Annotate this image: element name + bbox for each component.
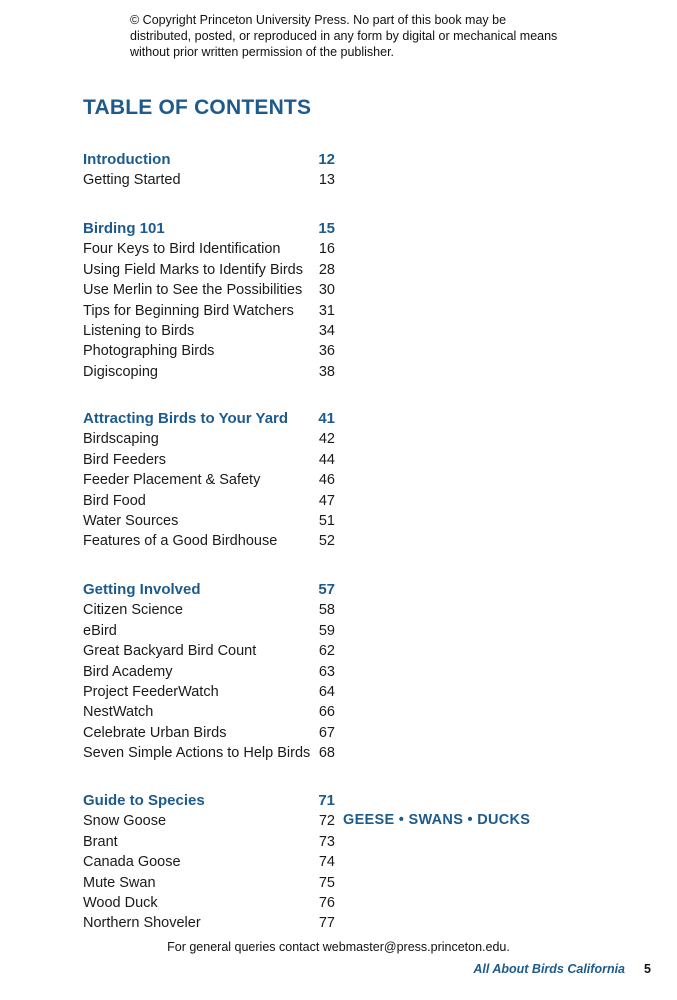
entry-page: 36 xyxy=(318,343,335,360)
entry-label: Water Sources xyxy=(83,512,179,529)
footer-book-title: All About Birds California xyxy=(473,962,625,976)
section-title: Getting Involved xyxy=(83,581,201,598)
entry-page: 59 xyxy=(318,622,335,639)
toc-entry[interactable] xyxy=(83,301,335,321)
toc-entry[interactable] xyxy=(83,470,335,490)
entry-label: Use Merlin to See the Possibilities xyxy=(83,282,303,299)
toc-entry[interactable] xyxy=(83,170,335,190)
entry-page: 72 xyxy=(318,813,335,830)
entry-page: 77 xyxy=(318,915,335,932)
entry-label: Mute Swan xyxy=(83,874,156,891)
entry-label: Using Field Marks to Identify Birds xyxy=(83,261,303,278)
entry-page: 73 xyxy=(318,833,335,850)
entry-page: 68 xyxy=(318,745,335,762)
entry-label: Photographing Birds xyxy=(83,343,215,360)
toc-entry[interactable] xyxy=(83,913,335,933)
toc-entry[interactable] xyxy=(83,450,335,470)
entry-label: Digiscoping xyxy=(83,363,158,380)
toc-section-attracting-birds xyxy=(83,409,335,552)
entry-label: Feeder Placement & Safety xyxy=(83,472,261,489)
entry-page: 64 xyxy=(318,683,335,700)
toc-entry[interactable] xyxy=(83,260,335,280)
toc-entry[interactable] xyxy=(83,852,335,872)
entry-page: 75 xyxy=(318,874,335,891)
toc-entry[interactable] xyxy=(83,641,335,661)
entry-label: Features of a Good Birdhouse xyxy=(83,533,278,550)
entry-page: 47 xyxy=(318,492,335,509)
toc-entry[interactable] xyxy=(83,531,335,551)
entry-page: 62 xyxy=(318,643,335,660)
toc-entry[interactable] xyxy=(83,832,335,852)
toc-section-heading[interactable] xyxy=(83,791,335,811)
entry-label: Citizen Science xyxy=(83,602,183,619)
entry-label: Tips for Beginning Bird Watchers xyxy=(83,302,294,319)
entry-label: eBird xyxy=(83,622,117,639)
entry-label: Canada Goose xyxy=(83,854,181,871)
toc-entry[interactable] xyxy=(83,743,335,763)
section-title: Birding 101 xyxy=(83,220,165,237)
entry-label: Celebrate Urban Birds xyxy=(83,724,227,741)
toc-entry[interactable] xyxy=(83,511,335,531)
toc-entry[interactable] xyxy=(83,723,335,743)
section-page: 57 xyxy=(318,581,335,598)
toc-entry[interactable] xyxy=(83,280,335,300)
entry-page: 28 xyxy=(318,261,335,278)
entry-label: Northern Shoveler xyxy=(83,915,201,932)
section-title: Guide to Species xyxy=(83,792,205,809)
toc-section-heading[interactable] xyxy=(83,580,335,600)
section-page: 71 xyxy=(318,792,335,809)
copyright-notice: © Copyright Princeton University Press. No part of this book may be distributed, posted, or reproduced in any form by digital or mechanical means without prior written permission of the publisher. xyxy=(130,13,558,59)
entry-label: Seven Simple Actions to Help Birds xyxy=(83,745,311,762)
entry-label: Wood Duck xyxy=(83,894,158,911)
toc-entry[interactable] xyxy=(83,682,335,702)
toc-section-introduction xyxy=(83,150,335,191)
entry-label: Bird Academy xyxy=(83,663,173,680)
toc-entry[interactable] xyxy=(83,491,335,511)
entry-page: 67 xyxy=(318,724,335,741)
toc-entry[interactable] xyxy=(83,893,335,913)
species-group-label: GEESE • SWANS • DUCKS xyxy=(343,812,531,828)
entry-page: 76 xyxy=(318,894,335,911)
toc-entry[interactable] xyxy=(83,362,335,382)
section-page: 41 xyxy=(318,410,335,427)
entry-page: 66 xyxy=(318,704,335,721)
entry-label: Getting Started xyxy=(83,172,181,189)
contact-notice: For general queries contact webmaster@press.princeton.edu. xyxy=(167,940,510,954)
toc-section-heading[interactable] xyxy=(83,219,335,239)
page-number: 5 xyxy=(644,962,651,976)
entry-page: 16 xyxy=(318,241,335,258)
section-title: Attracting Birds to Your Yard xyxy=(83,410,289,427)
entry-page: 74 xyxy=(318,854,335,871)
entry-page: 30 xyxy=(318,282,335,299)
toc-section-heading[interactable] xyxy=(83,150,335,170)
page-title: TABLE OF CONTENTS xyxy=(83,96,312,119)
entry-page: 58 xyxy=(318,602,335,619)
toc-entry[interactable] xyxy=(83,873,335,893)
entry-label: Project FeederWatch xyxy=(83,683,219,700)
entry-page: 42 xyxy=(318,431,335,448)
toc-entry[interactable] xyxy=(83,811,335,831)
toc-entry[interactable] xyxy=(83,662,335,682)
toc-entry[interactable] xyxy=(83,600,335,620)
section-title: Introduction xyxy=(83,151,171,168)
toc-entry[interactable] xyxy=(83,702,335,722)
entry-label: Great Backyard Bird Count xyxy=(83,643,257,660)
entry-page: 52 xyxy=(318,533,335,550)
entry-page: 51 xyxy=(318,512,335,529)
entry-label: Bird Feeders xyxy=(83,451,167,468)
toc-section-guide-to-species xyxy=(83,791,335,934)
section-page: 12 xyxy=(318,151,335,168)
toc-section-getting-involved xyxy=(83,580,335,764)
entry-label: Brant xyxy=(83,833,118,850)
entry-label: Four Keys to Bird Identification xyxy=(83,241,281,258)
entry-page: 38 xyxy=(318,363,335,380)
entry-label: Birdscaping xyxy=(83,431,159,448)
toc-section-heading[interactable] xyxy=(83,409,335,429)
entry-label: Snow Goose xyxy=(83,813,167,830)
toc-entry[interactable] xyxy=(83,321,335,341)
toc-entry[interactable] xyxy=(83,341,335,361)
entry-page: 44 xyxy=(318,451,335,468)
section-page: 15 xyxy=(318,220,335,237)
entry-label: NestWatch xyxy=(83,704,154,721)
entry-label: Listening to Birds xyxy=(83,322,195,339)
toc-entry[interactable] xyxy=(83,429,335,449)
entry-page: 34 xyxy=(318,322,335,339)
entry-page: 46 xyxy=(318,472,335,489)
entry-label: Bird Food xyxy=(83,492,146,509)
toc-section-birding-101 xyxy=(83,219,335,382)
entry-page: 31 xyxy=(318,302,335,319)
entry-page: 13 xyxy=(318,172,335,189)
entry-page: 63 xyxy=(318,663,335,680)
toc-entry[interactable] xyxy=(83,621,335,641)
toc-entry[interactable] xyxy=(83,239,335,259)
